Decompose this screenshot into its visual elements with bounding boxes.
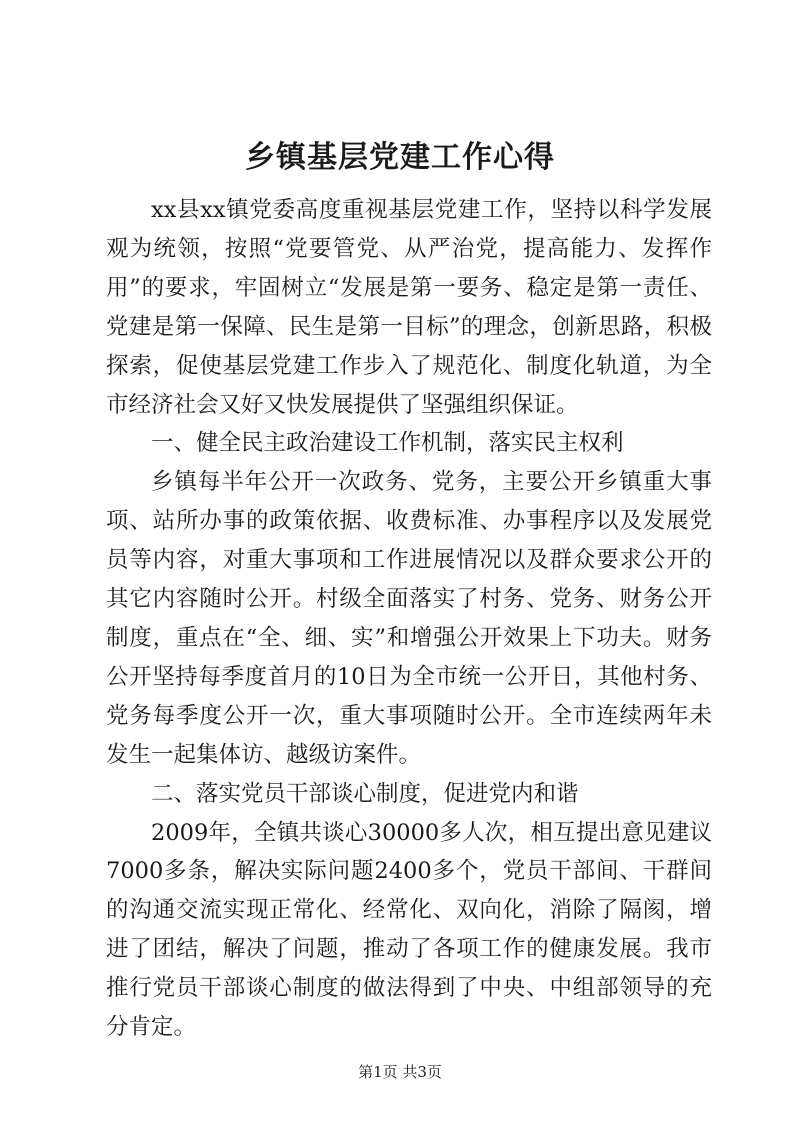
page-footer: 第1页 共3页 (358, 1063, 442, 1081)
section-1-paragraph: 乡镇每半年公开一次政务、党务，主要公开乡镇重大事项、站所办事的政策依据、收费标准、办事程序以及发展党员等内容，对重大事项和工作进展情况以及群众要求公开的其它内容随时公开。村级全面落实了村务、党务、财务公开制度，重点在“全、细、实”和增强公开效果上下功夫。财务公开坚持每季度首月的10日为全市统一公开日，其他村务、党务每季度公开一次，重大事项随时公开。全市连续两年未发生一起集体访、越级访案件。 (106, 469, 712, 768)
section-heading-2: 二、落实党员干部谈心制度，促进党内和谐 (151, 780, 579, 807)
section-heading-1: 一、健全民主政治建设工作机制，落实民主权利 (151, 430, 624, 457)
intro-paragraph: xx县xx镇党委高度重视基层党建工作，坚持以科学发展观为统领，按照“党要管党、从严治党，提高能力、发挥作用”的要求，牢固树立“发展是第一要务、稳定是第一责任、党建是第一保障、民生是第一目标”的理念，创新思路，积极探索，促使基层党建工作步入了规范化、制度化轨道，为全市经济社会又好又快发展提供了坚强组织保证。 (106, 197, 712, 418)
section-2-paragraph: 2009年，全镇共谈心30000多人次，相互提出意见建议7000多条，解决实际问题2400多个，党员干部间、干群间的沟通交流实现正常化、经常化、双向化，消除了隔阂，增进了团结，解决了问题，推动了各项工作的健康发展。我市推行党员干部谈心制度的做法得到了中央、中组部领导的充分肯定。 (106, 819, 712, 1041)
document-body (106, 191, 712, 1047)
page-title: 乡镇基层党建工作心得 (245, 140, 555, 175)
